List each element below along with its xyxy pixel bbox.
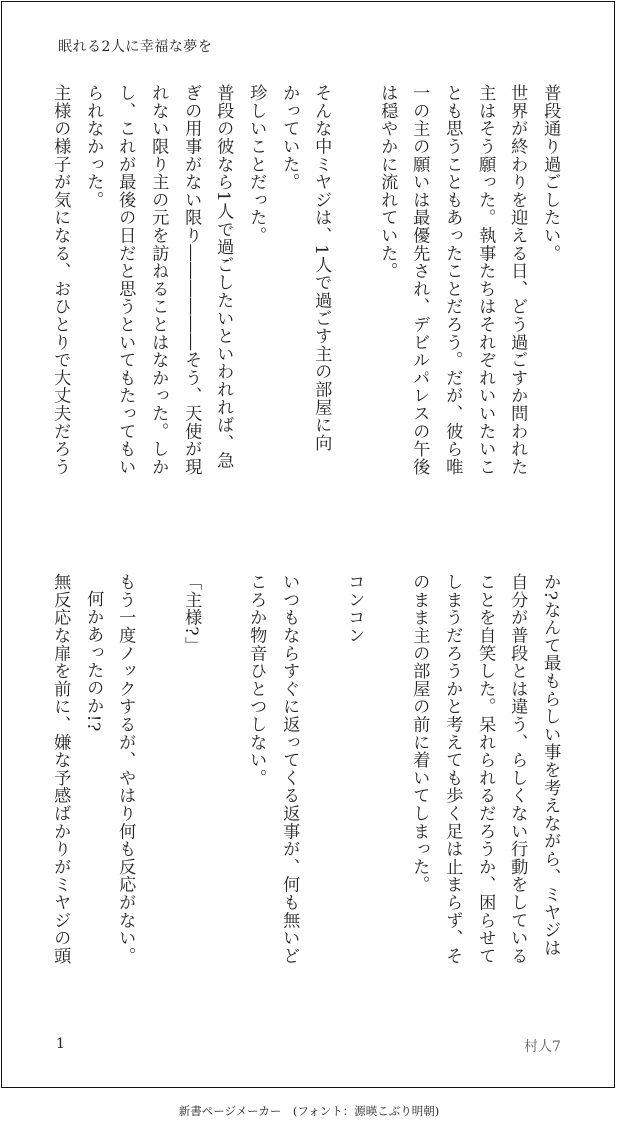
- page-number: 1: [56, 1036, 65, 1052]
- text-column: しまうだろうかと考えても歩く足は止まらず、そ: [442, 573, 463, 965]
- text-column: もう一度ノックするが、やはり何も反応がない。: [115, 573, 136, 965]
- footer-caption: 新書ページメーカー (フォント：源暎こぶり明朝): [178, 1104, 440, 1118]
- text-column: ころか物音ひとつしない。: [246, 573, 267, 787]
- text-column: ぎの用事がない限り――――――そう、天使が現: [181, 84, 202, 476]
- author-name: 村人7: [524, 1039, 561, 1055]
- text-column: し、これが最後の日だと思うといてもたってもい: [115, 84, 136, 476]
- text-column: 「主様?」: [181, 573, 202, 655]
- text-column: 無反応な扉を前に、嫌な予感ばかりがミヤジの頭: [50, 573, 71, 965]
- book-title: 眠れる2人に幸福な夢を: [58, 39, 213, 55]
- text-column: のまま主の部屋の前に着いてしまった。: [409, 573, 430, 894]
- text-column: れない限り主の元を訪ねることはなかった。しか: [148, 84, 169, 476]
- text-column: 何かあったのか!?: [83, 590, 104, 732]
- text-column: コンコン: [344, 573, 365, 645]
- text-column: か?なんて最もらしい事を考えながら、ミヤジは: [540, 573, 561, 957]
- text-column: 珍しいことだった。: [246, 84, 267, 245]
- text-column: とも思うこともあったことだろう。だが、彼ら唯: [442, 84, 463, 476]
- text-column: は穏やかに流れていた。: [377, 84, 398, 280]
- text-column: 主様の様子が気になる、おひとりで大丈夫だろう: [50, 84, 71, 476]
- text-column: 一の主の願いは最優先され、デビルパレスの午後: [409, 84, 430, 476]
- text-column: かっていた。: [279, 84, 300, 191]
- text-column: ことを自笑した。呆れられるだろうか、困らせて: [475, 573, 496, 965]
- text-column: 主はそう願った。執事たちはそれぞれいいたいこ: [475, 84, 496, 476]
- text-column: 自分が普段とは違う、らしくない行動をしている: [507, 573, 528, 965]
- text-column: 普段の彼なら1人で過ごしたいといわれれば、急: [213, 84, 234, 470]
- text-column: そんな中ミヤジは、1人で過ごす主の部屋に向: [311, 84, 332, 452]
- text-column: られなかった。: [83, 84, 104, 209]
- text-column: 普段通り過ごしたい。: [540, 84, 561, 262]
- text-column: 世界が終わりを迎える日、どう過ごすか問われた: [507, 84, 528, 476]
- text-column: いつもならすぐに返ってくる返事が、何も無いど: [279, 573, 300, 965]
